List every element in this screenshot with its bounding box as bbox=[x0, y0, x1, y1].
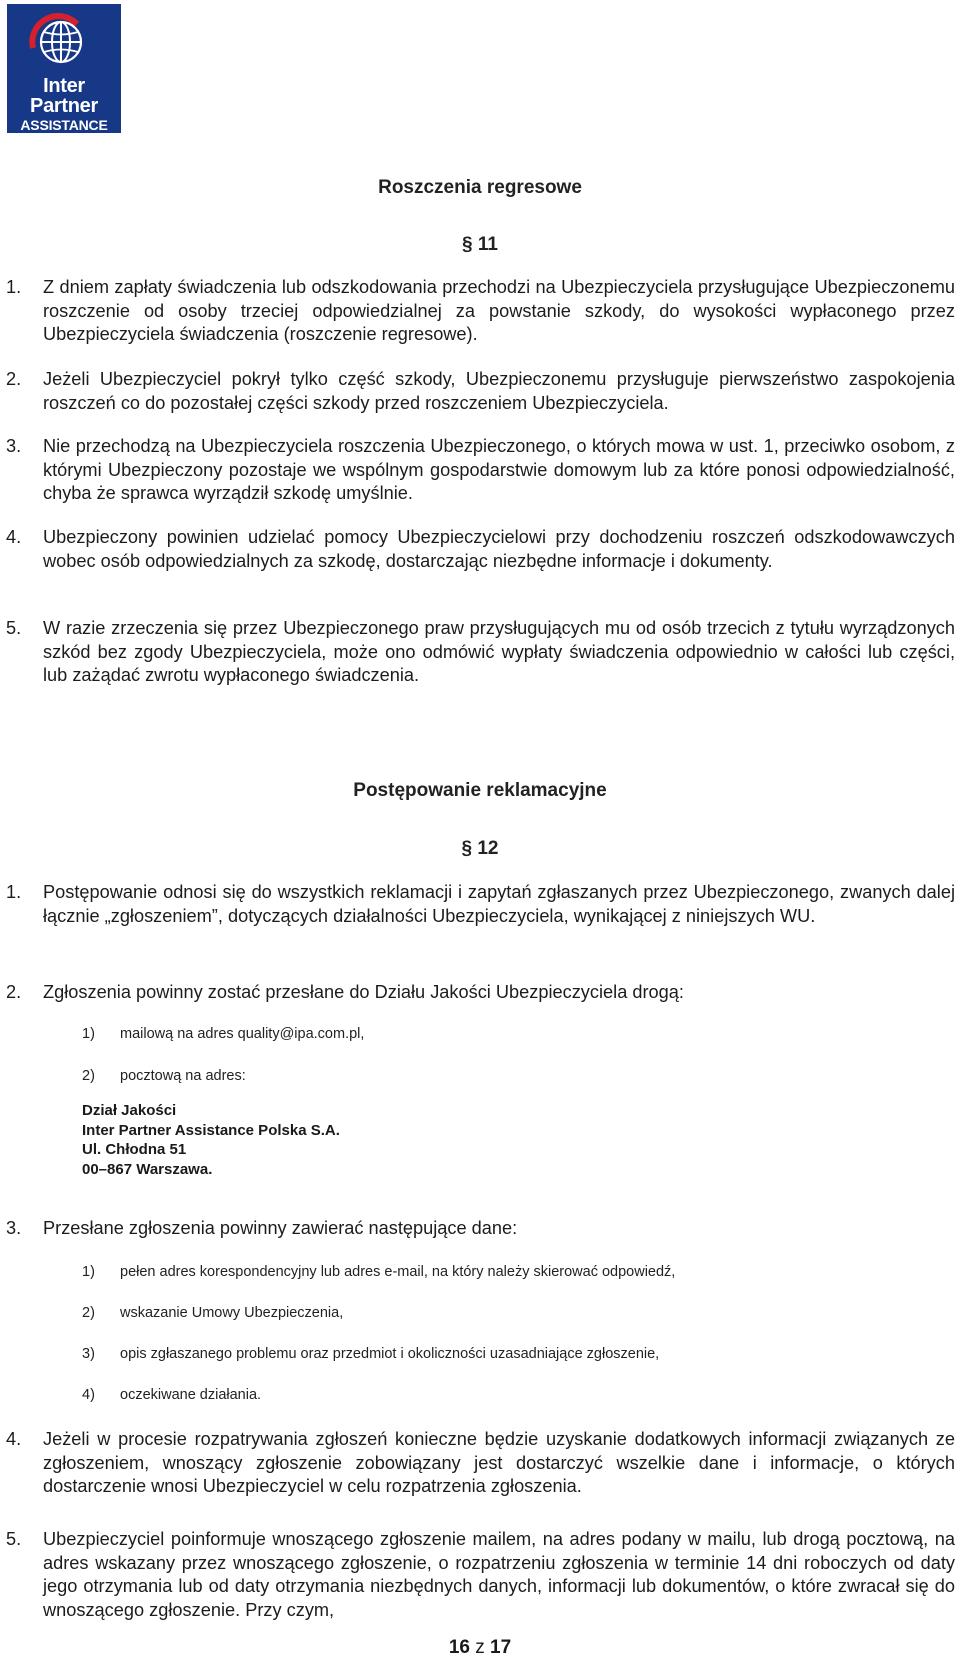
paragraph-symbol: § 12 bbox=[461, 838, 499, 859]
item-number: 2. bbox=[6, 369, 22, 389]
logo-line-3: ASSISTANCE bbox=[20, 117, 108, 133]
sub-item-number: 2) bbox=[82, 1068, 95, 1084]
sub-item-text: oczekiwane działania. bbox=[120, 1387, 262, 1403]
sub-item-number: 4) bbox=[82, 1387, 95, 1403]
sub-item-text: wskazanie Umowy Ubezpieczenia, bbox=[120, 1305, 344, 1321]
item-number: 3. bbox=[6, 436, 22, 456]
item-text: Ubezpieczony powinien udzielać pomocy Ubezpieczycielowi przy dochodzeniu roszczeń odszkodowawczych wobec osób odpowiedzialnych za szkodę, dostarczając niezbędne informacje i dokumenty. bbox=[43, 527, 955, 571]
current-page: 16 bbox=[448, 1637, 470, 1658]
item-text: Z dniem zapłaty świadczenia lub odszkodowania przechodzi na Ubezpieczyciela przysługujące Ubezpieczonemu roszczenie od osoby trzeciej odpowiedzialnej za powstanie szkody, do wysokości wypłaconego przez Ubezpieczyciela świadczenia (roszczenie regresowe). bbox=[43, 277, 955, 344]
logo-line-1: Inter bbox=[43, 75, 85, 97]
item-number: 1. bbox=[6, 277, 22, 297]
company-logo bbox=[7, 4, 121, 133]
item-text: Postępowanie odnosi się do wszystkich reklamacji i zapytań zgłaszanych przez Ubezpieczonego, zwanych dalej łącznie „zgłoszeniem”, dotyczących działalności Ubezpieczyciela, wynikającej z niniejszych WU. bbox=[43, 882, 955, 926]
item-text: Jeżeli Ubezpieczyciel pokrył tylko część szkody, Ubezpieczonemu przysługuje pierwszeństwo zaspokojenia roszczeń co do pozostałej części szkody przed roszczeniem Ubezpieczyciela. bbox=[43, 369, 955, 413]
item-number: 4. bbox=[6, 527, 22, 547]
section-heading-regress: Roszczenia regresowe bbox=[378, 177, 582, 198]
postal-address bbox=[82, 1101, 340, 1179]
item-number: 5. bbox=[6, 1529, 22, 1549]
globe-icon bbox=[25, 12, 91, 74]
paragraph-number-11 bbox=[0, 234, 960, 256]
page-number bbox=[0, 1637, 960, 1659]
item-number: 1. bbox=[6, 882, 22, 902]
item-number: 3. bbox=[6, 1218, 22, 1238]
item-text: Zgłoszenia powinny zostać przesłane do Działu Jakości Ubezpieczyciela drogą: bbox=[43, 982, 684, 1002]
item-number: 2. bbox=[6, 982, 22, 1002]
paragraph-number-12 bbox=[0, 838, 960, 860]
item-number: 5. bbox=[6, 618, 22, 638]
sub-item-number: 1) bbox=[82, 1264, 95, 1280]
sub-item-text: pocztową na adres: bbox=[120, 1068, 246, 1084]
total-pages: 17 bbox=[490, 1637, 512, 1658]
sub-item-number: 1) bbox=[82, 1026, 95, 1042]
item-text: Jeżeli w procesie rozpatrywania zgłoszeń konieczne będzie uzyskanie dodatkowych informacji związanych ze zgłoszeniem, wnoszący zgłoszenie zobowiązany jest dostarczyć wszelkie dane i informacje, o których dostarczenie wnosi Ubezpieczyciel w celu rozpatrzenia zgłoszenia. bbox=[43, 1429, 955, 1496]
item-text: Nie przechodzą na Ubezpieczyciela roszczenia Ubezpieczonego, o których mowa w ust. 1, przeciwko osobom, z którymi Ubezpieczony pozostaje we wspólnym gospodarstwie domowym lub za które ponosi odpowiedzialność, chyba że sprawca wyrządził szkodę umyślnie. bbox=[43, 436, 955, 503]
sub-item-text: opis zgłaszanego problemu oraz przedmiot i okoliczności uzasadniające zgłoszenie, bbox=[120, 1346, 660, 1362]
address-line: Inter Partner Assistance Polska S.A. bbox=[82, 1121, 340, 1139]
page-separator: z bbox=[475, 1637, 485, 1658]
address-line: Dział Jakości bbox=[82, 1102, 177, 1119]
item-text: W razie zrzeczenia się przez Ubezpieczonego praw przysługujących mu od osób trzecich z tytułu wyrządzonych szkód bez zgody Ubezpieczyciela, może ono odmówić wypłaty świadczenia odpowiednio w całości lub części, lub zażądać zwrotu wypłaconego świadczenia. bbox=[43, 618, 955, 685]
item-text: Ubezpieczyciel poinformuje wnoszącego zgłoszenie mailem, na adres podany w mailu, lub drogą pocztową, na adres wskazany przez wnoszącego zgłoszenie, o rozpatrzeniu zgłoszenia w terminie 14 dni roboczych od daty jego otrzymania lub od daty otrzymania niezbędnych danych, informacji lub dokumentów, o które zwracał się do wnoszącego zgłoszenie. Przy czym, bbox=[43, 1529, 955, 1620]
sub-item-text: mailową na adres quality@ipa.com.pl, bbox=[120, 1026, 365, 1042]
logo-line-2: Partner bbox=[30, 95, 98, 117]
item-number: 4. bbox=[6, 1429, 22, 1449]
sub-item-number: 2) bbox=[82, 1305, 95, 1321]
sub-item-text: pełen adres korespondencyjny lub adres e-mail, na który należy skierować odpowiedź, bbox=[120, 1264, 676, 1280]
address-line: 00–867 Warszawa. bbox=[82, 1160, 213, 1178]
item-text: Przesłane zgłoszenia powinny zawierać następujące dane: bbox=[43, 1218, 518, 1238]
section-heading-complaints: Postępowanie reklamacyjne bbox=[353, 780, 607, 801]
sub-item-number: 3) bbox=[82, 1346, 95, 1362]
address-line: Ul. Chłodna 51 bbox=[82, 1141, 187, 1158]
paragraph-symbol: § 11 bbox=[462, 234, 498, 255]
